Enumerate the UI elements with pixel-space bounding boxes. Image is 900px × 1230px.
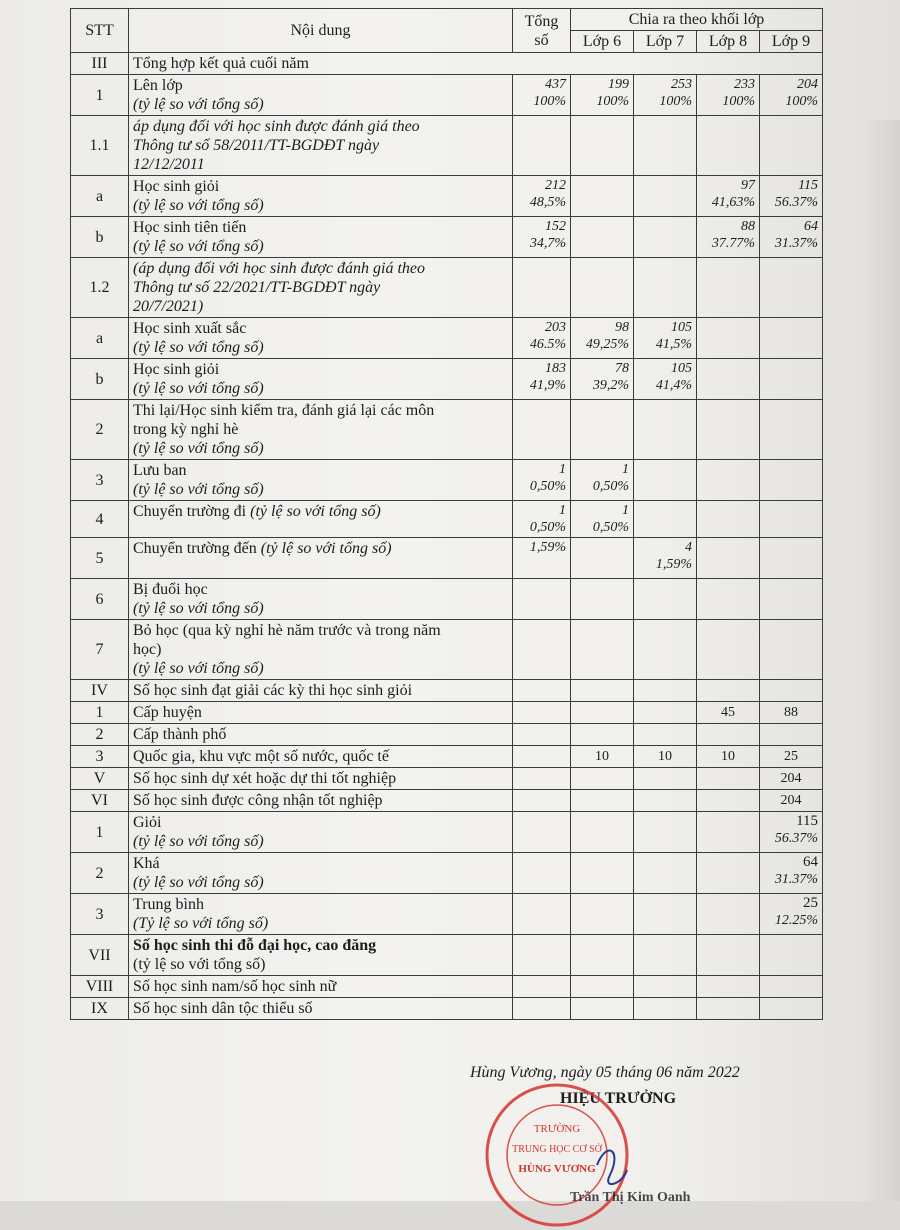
- cell-tong: 1 0,50%: [513, 501, 571, 538]
- cell-lop6: 1 0,50%: [571, 460, 634, 501]
- header-lop6: Lớp 6: [571, 31, 634, 53]
- row-stt: 2: [71, 724, 129, 746]
- cell-lop9: 204: [760, 790, 823, 812]
- cell-lop7: 4 1,59%: [634, 538, 697, 579]
- row-content: Học sinh giỏi (tỷ lệ so với tổng số): [129, 359, 513, 400]
- section-title: Số học sinh đạt giải các kỳ thi học sinh giỏi: [129, 680, 513, 702]
- table-row: [71, 853, 823, 894]
- row-content: Khá (tỷ lệ so với tổng số): [129, 853, 513, 894]
- cell-tong: 203 46.5%: [513, 318, 571, 359]
- table-row: [71, 460, 823, 501]
- cell-lop8: 97 41,63%: [697, 176, 760, 217]
- section-title: Số học sinh được công nhận tốt nghiệp: [129, 790, 513, 812]
- seal-line-3: HÙNG VƯƠNG: [518, 1163, 596, 1175]
- row-stt: 1.2: [71, 258, 129, 318]
- row-content: (áp dụng đối với học sinh được đánh giá theo Thông tư số 22/2021/TT-BGDĐT ngày 20/7/2021): [129, 258, 513, 318]
- row-stt: III: [71, 53, 129, 75]
- header-stt: STT: [71, 9, 129, 53]
- row-content: áp dụng đối với học sinh được đánh giá theo Thông tư số 58/2011/TT-BGDĐT ngày 12/12/2011: [129, 116, 513, 176]
- header-tong: Tổng số: [513, 9, 571, 53]
- row-stt: V: [71, 768, 129, 790]
- row-content: Trung bình (Tỷ lệ so với tổng số): [129, 894, 513, 935]
- row-stt: VII: [71, 935, 129, 976]
- row-stt: 3: [71, 746, 129, 768]
- row-stt: VI: [71, 790, 129, 812]
- section-title: Số học sinh dự xét hoặc dự thi tốt nghiệp: [129, 768, 513, 790]
- cell-lop9: 64 31.37%: [760, 853, 823, 894]
- row-stt: 2: [71, 400, 129, 460]
- cell-lop9: 25: [760, 746, 823, 768]
- seal-line-1: TRƯỜNG: [533, 1123, 581, 1135]
- table-row: [71, 176, 823, 217]
- row-content: Giỏi (tỷ lệ so với tổng số): [129, 812, 513, 853]
- cell-tong: 212 48,5%: [513, 176, 571, 217]
- row-stt: b: [71, 217, 129, 258]
- table-row: [71, 501, 823, 538]
- row-stt: 6: [71, 579, 129, 620]
- section-title: Số học sinh thi đỗ đại học, cao đăng (tỷ lệ so với tổng số): [129, 935, 513, 976]
- cell-tong: 183 41,9%: [513, 359, 571, 400]
- cell-lop9: 64 31.37%: [760, 217, 823, 258]
- section-title: Tổng hợp kết quả cuối năm: [129, 53, 823, 75]
- cell-lop9: 25 12.25%: [760, 894, 823, 935]
- cell-lop9: 88: [760, 702, 823, 724]
- cell-lop7: 105 41,5%: [634, 318, 697, 359]
- school-seal: [482, 1080, 632, 1230]
- cell-lop9: 115 56.37%: [760, 176, 823, 217]
- cell-lop6: 10: [571, 746, 634, 768]
- row-content: Lưu ban (tỷ lệ so với tổng số): [129, 460, 513, 501]
- cell-lop9: 204: [760, 768, 823, 790]
- row-stt: a: [71, 318, 129, 359]
- table-row: [71, 724, 823, 746]
- section-row: [71, 53, 823, 75]
- header-lop7: Lớp 7: [634, 31, 697, 53]
- report-table: [70, 8, 823, 1020]
- signer-name: Trần Thị Kim Oanh: [570, 1190, 691, 1205]
- row-stt: 4: [71, 501, 129, 538]
- cell-tong: 1 0,50%: [513, 460, 571, 501]
- cell-tong: 1,59%: [513, 538, 571, 579]
- header-chiara: Chia ra theo khối lớp: [571, 9, 823, 31]
- header-lop9: Lớp 9: [760, 31, 823, 53]
- section-row: [71, 976, 823, 998]
- table-row: [71, 116, 823, 176]
- header-row: [71, 9, 823, 31]
- section-title: Số học sinh dân tộc thiểu số: [129, 998, 513, 1020]
- cell-lop8: 45: [697, 702, 760, 724]
- row-stt: IX: [71, 998, 129, 1020]
- row-content: Học sinh giỏi (tỷ lệ so với tổng số): [129, 176, 513, 217]
- row-content: Bỏ học (qua kỳ nghỉ hè năm trước và trong năm học) (tỷ lệ so với tổng số): [129, 620, 513, 680]
- cell-tong: 152 34,7%: [513, 217, 571, 258]
- table-row: [71, 746, 823, 768]
- cell-lop8: 88 37.77%: [697, 217, 760, 258]
- cell-lop6: 1 0,50%: [571, 501, 634, 538]
- table-row: [71, 812, 823, 853]
- row-content: Cấp thành phố: [129, 724, 513, 746]
- cell-lop8: 10: [697, 746, 760, 768]
- cell-lop7: 105 41,4%: [634, 359, 697, 400]
- table-row: [71, 258, 823, 318]
- signer-title: HIỆU TRƯỞNG: [560, 1090, 677, 1107]
- row-stt: 5: [71, 538, 129, 579]
- row-content: Học sinh xuất sắc (tỷ lệ so với tổng số): [129, 318, 513, 359]
- row-stt: b: [71, 359, 129, 400]
- header-lop8: Lớp 8: [697, 31, 760, 53]
- table-row: [71, 702, 823, 724]
- page-shadow: [860, 120, 900, 1201]
- row-stt: 3: [71, 894, 129, 935]
- row-stt: VIII: [71, 976, 129, 998]
- section-row: [71, 790, 823, 812]
- cell-lop8: 233 100%: [697, 75, 760, 116]
- cell-lop6: 199 100%: [571, 75, 634, 116]
- section-row: [71, 998, 823, 1020]
- row-stt: 1: [71, 812, 129, 853]
- cell-lop9: 204 100%: [760, 75, 823, 116]
- cell-lop7: 10: [634, 746, 697, 768]
- cell-lop6: 98 49,25%: [571, 318, 634, 359]
- table-row: [71, 400, 823, 460]
- table-row: [71, 217, 823, 258]
- seal-line-2: TRUNG HỌC CƠ SỞ: [512, 1144, 602, 1155]
- row-content: Thi lại/Học sinh kiểm tra, đánh giá lại các môn trong kỳ nghỉ hè (tỷ lệ so với tổng số): [129, 400, 513, 460]
- table-row: [71, 75, 823, 116]
- cell-lop6: 78 39,2%: [571, 359, 634, 400]
- place-date: Hùng Vương, ngày 05 tháng 06 năm 2022: [470, 1064, 740, 1081]
- table-row: [71, 579, 823, 620]
- table-row: [71, 359, 823, 400]
- row-stt: 1.1: [71, 116, 129, 176]
- table-row: [71, 894, 823, 935]
- row-stt: 2: [71, 853, 129, 894]
- section-title: Số học sinh nam/số học sinh nữ: [129, 976, 513, 998]
- cell-tong: 437 100%: [513, 75, 571, 116]
- section-row: [71, 768, 823, 790]
- table-row: [71, 620, 823, 680]
- row-stt: IV: [71, 680, 129, 702]
- cell-lop9: 115 56.37%: [760, 812, 823, 853]
- row-content: Lên lớp (tỷ lệ so với tổng số): [129, 75, 513, 116]
- row-stt: 1: [71, 702, 129, 724]
- row-content: Bị đuổi học (tỷ lệ so với tổng số): [129, 579, 513, 620]
- row-stt: 3: [71, 460, 129, 501]
- table-row: [71, 318, 823, 359]
- row-stt: 7: [71, 620, 129, 680]
- row-content: Chuyển trường đi (tỷ lệ so với tổng số): [129, 501, 513, 538]
- section-row: [71, 935, 823, 976]
- row-content: Cấp huyện: [129, 702, 513, 724]
- table-row: [71, 538, 823, 579]
- header-noidung: Nội dung: [129, 9, 513, 53]
- cell-lop7: 253 100%: [634, 75, 697, 116]
- row-content: Học sinh tiên tiến (tỷ lệ so với tổng số): [129, 217, 513, 258]
- row-content: Quốc gia, khu vực một số nước, quốc tế: [129, 746, 513, 768]
- row-stt: 1: [71, 75, 129, 116]
- row-content: Chuyển trường đến (tỷ lệ so với tổng số): [129, 538, 513, 579]
- row-stt: a: [71, 176, 129, 217]
- section-row: [71, 680, 823, 702]
